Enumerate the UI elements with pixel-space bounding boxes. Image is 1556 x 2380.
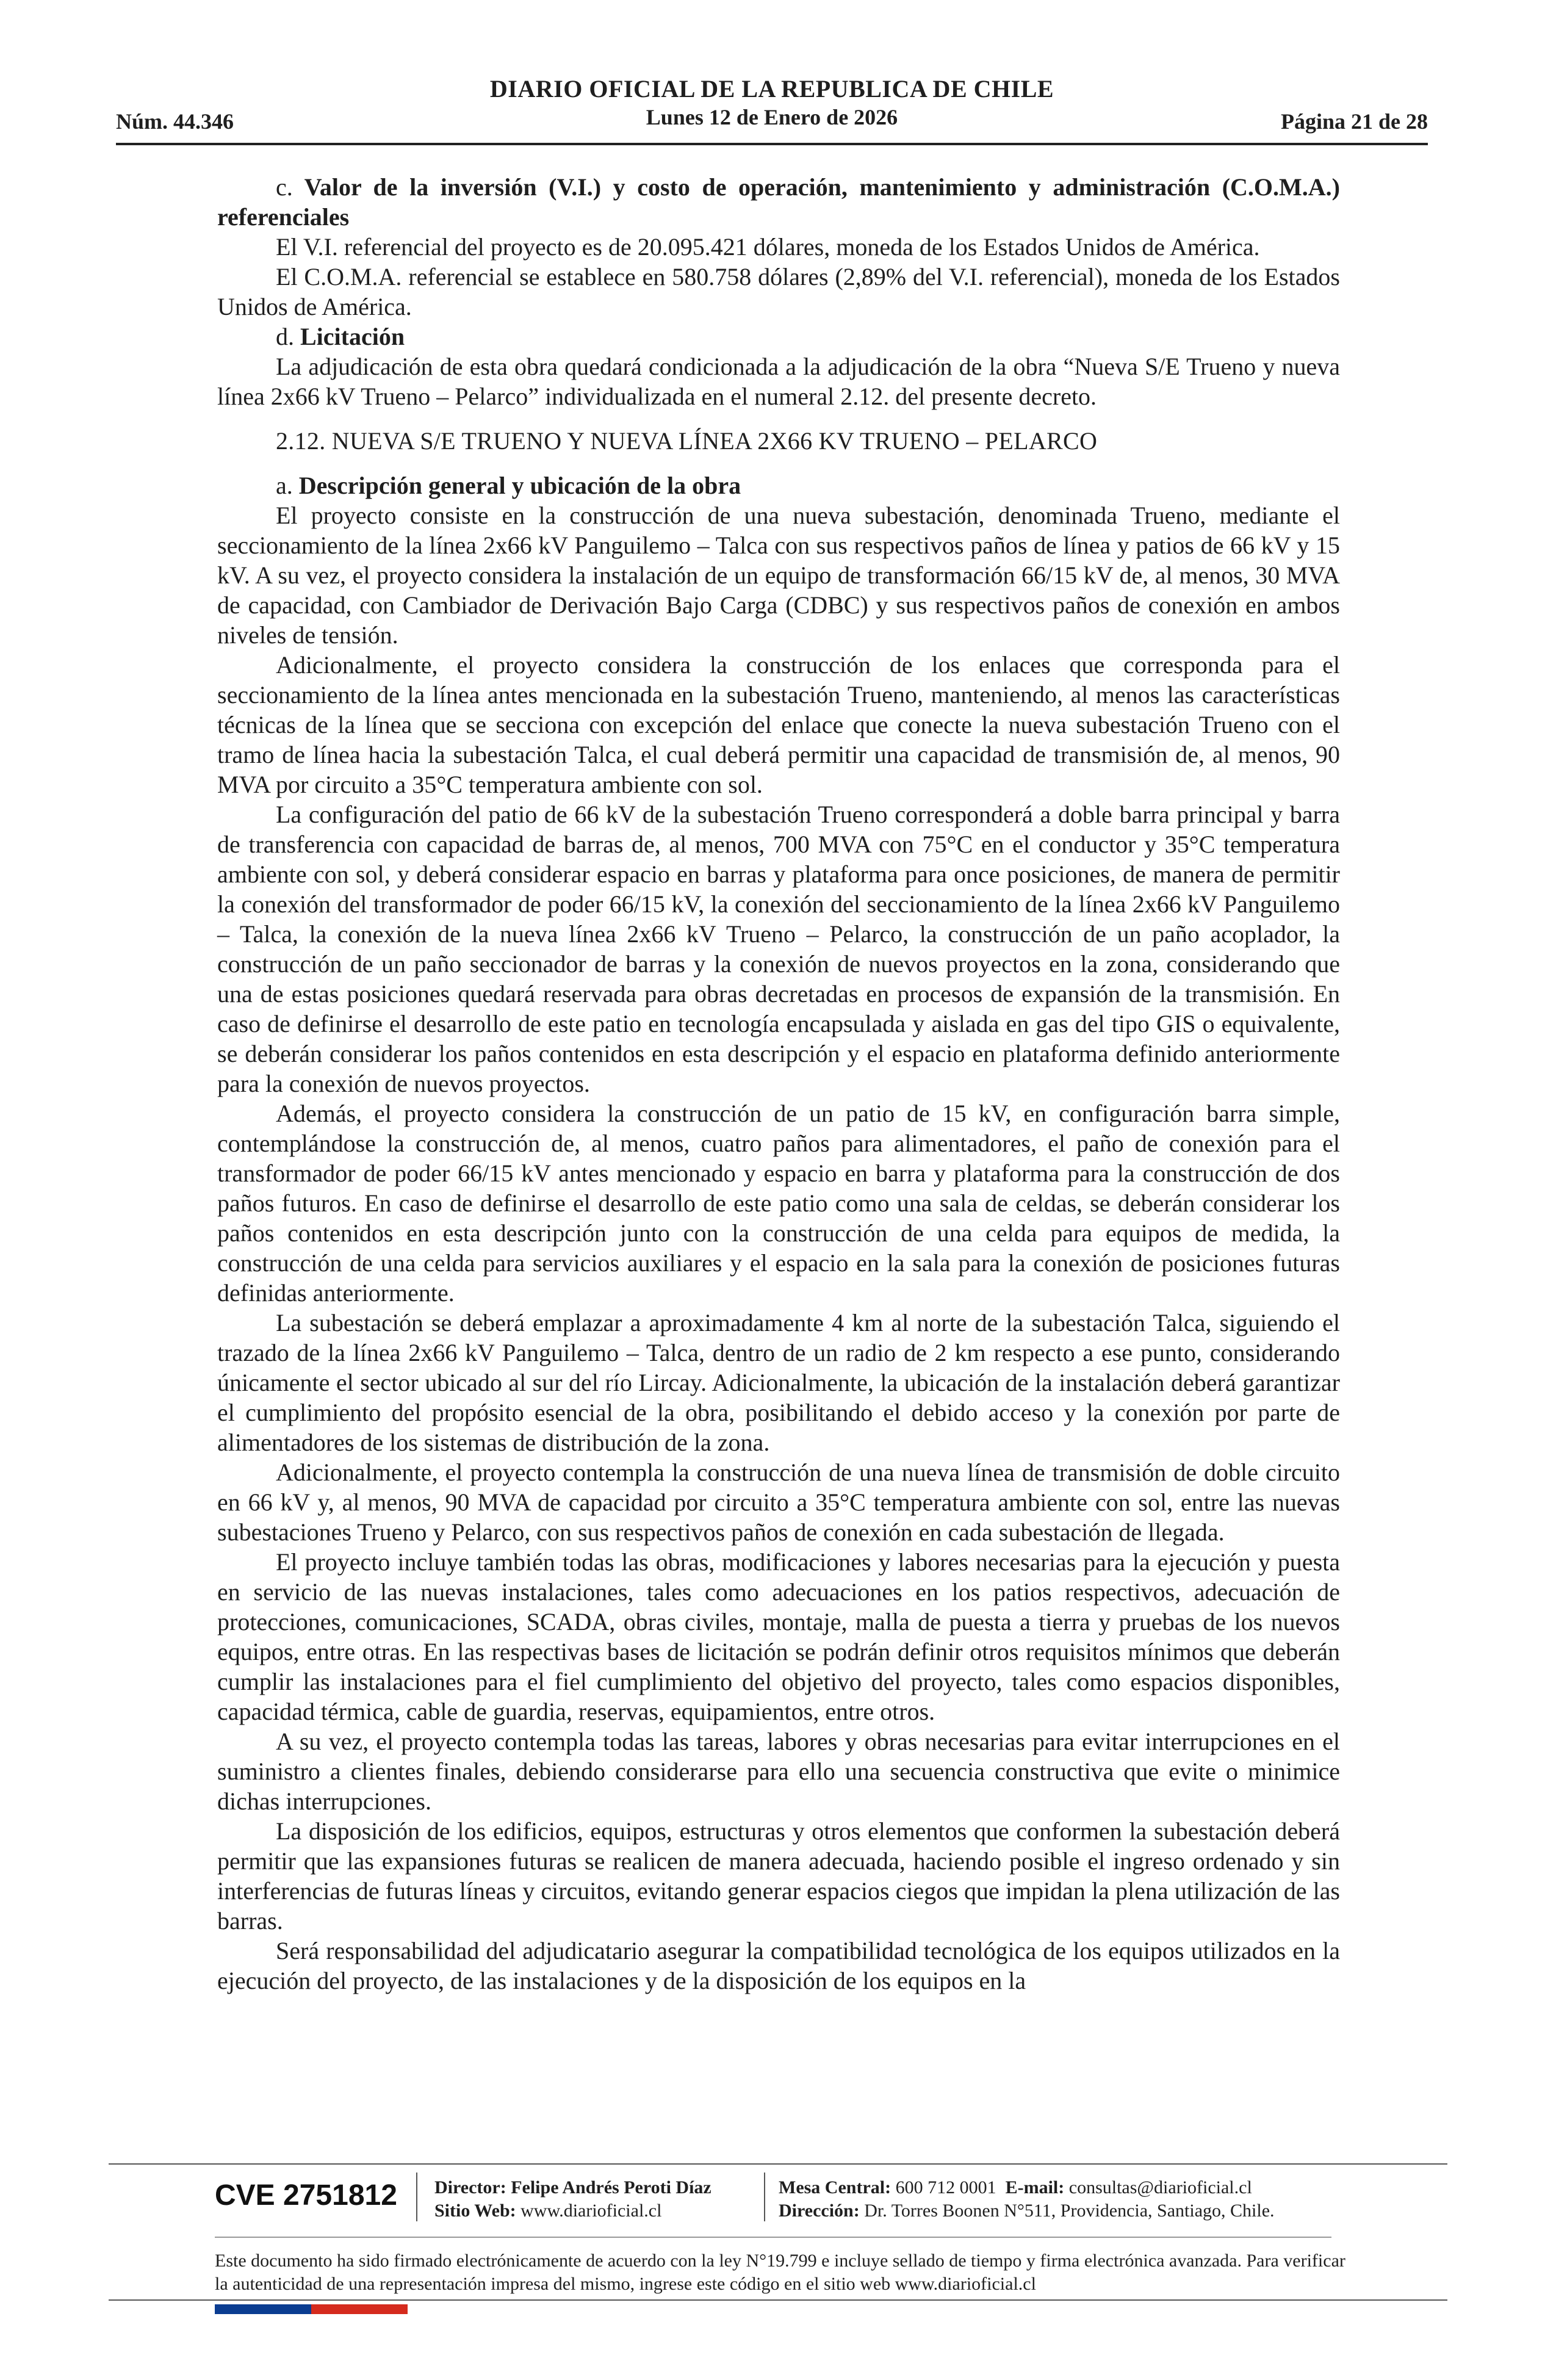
footer-divider xyxy=(109,2163,1447,2165)
paragraph: El C.O.M.A. referencial se establece en 580.758 dólares (2,89% del V.I. referencial), moneda de los Estados Unidos de América. xyxy=(217,263,1340,320)
cve-code: CVE 2751812 xyxy=(215,2179,397,2212)
paragraph: Además, el proyecto considera la construcción de un patio de 15 kV, en configuración barra simple, contemplándose la construcción de, al menos, cuatro paños para alimentadores, el paño de conexión para el transformador de poder 66/15 kV antes mencionado y espacio en barra y plataforma para la construcción de dos paños futuros. En caso de definirse el desarrollo de este patio como una sala de celdas, se deberán considerar los paños contenidos en esta descripción junto con la construcción de una celda para equipos de medida, la construcción de una celda para servicios auxiliares y el espacio en la sala para la conexión de posiciones futuras definidas anteriormente. xyxy=(217,1100,1340,1307)
masthead xyxy=(116,74,1428,130)
contact-info xyxy=(779,2176,1275,2223)
heading-c-text: Valor de la inversión (V.I.) y costo de operación, mantenimiento y administración (C.O.M.A.) referenciales xyxy=(217,173,1341,231)
heading-d-marker: d. xyxy=(276,323,294,350)
paragraph: A su vez, el proyecto contempla todas las tareas, labores y obras necesarias para evitar interrupciones en el suministro a clientes finales, debiendo considerarse para ello una secuencia constructiva que evite o minimice dichas interrupciones. xyxy=(217,1728,1340,1815)
flag-blue xyxy=(215,2304,311,2314)
paragraph: Adicionalmente, el proyecto contempla la construcción de una nueva línea de transmisión de doble circuito en 66 kV y, al menos, 90 MVA de capacidad por circuito a 35°C temperatura ambiente con sol, entre las nuevas subestaciones Trueno y Pelarco, con sus respectivos paños de conexión en cada subestación de llegada. xyxy=(217,1459,1340,1546)
paragraph: El proyecto incluye también todas las obras, modificaciones y labores necesarias para la ejecución y puesta en servicio de las nuevas instalaciones, tales como adecuaciones en los patios respectivos, adecuación de protecciones, comunicaciones, SCADA, obras civiles, montaje, malla de puesta a tierra y pruebas de los nuevos equipos, entre otras. En las respectivas bases de licitación se podrán definir otros requisitos mínimos que deberán cumplir las instalaciones para el fiel cumplimiento del objetivo del proyecto, tales como espacios disponibles, capacidad térmica, cable de guardia, reservas, equipamientos, entre otros. xyxy=(217,1548,1340,1725)
footer-separator xyxy=(764,2173,765,2221)
page-number: Página 21 de 28 xyxy=(1280,109,1428,134)
header-divider xyxy=(116,143,1428,145)
heading-c xyxy=(217,172,1340,232)
paragraph: La adjudicación de esta obra quedará condicionada a la adjudicación de la obra “Nueva S/E Trueno y nueva línea 2x66 kV Trueno – Pelarco” individualizada en el numeral 2.12. del presente decreto. xyxy=(217,353,1340,410)
website-line xyxy=(434,2199,711,2223)
email-label: E-mail: xyxy=(1005,2177,1065,2198)
footer-separator xyxy=(416,2173,417,2221)
paragraph: La configuración del patio de 66 kV de la subestación Trueno corresponderá a doble barra principal y barra de transferencia con capacidad de barras de, al menos, 700 MVA con 75°C en el conductor y 35°C temperatura ambiente con sol, y deberá considerar espacio en barras y plataforma para once posiciones, de manera de permitir la conexión del transformador de poder 66/15 kV, la conexión del seccionamiento de la línea 2x66 kV Panguilemo – Talca, la conexión de la nueva línea 2x66 kV Trueno – Pelarco, la construcción de un paño acoplador, la construcción de un paño seccionador de barras y la conexión de nuevos proyectos en la zona, considerando que una de estas posiciones quedará reservada para obras decretadas en procesos de expansión de la transmisión. En caso de definirse el desarrollo de este patio en tecnología encapsulada y aislada en gas del tipo GIS o equivalente, se deberán considerar los paños contenidos en esta descripción y el espacio en plataforma definido anteriormente para la conexión de nuevos proyectos. xyxy=(217,801,1340,1097)
director-name: Director: Felipe Andrés Peroti Díaz xyxy=(434,2177,711,2198)
section-title: 2.12. NUEVA S/E TRUENO Y NUEVA LÍNEA 2X66 KV TRUENO – PELARCO xyxy=(276,427,1098,455)
flag-red xyxy=(311,2304,408,2314)
publication-date: Lunes 12 de Enero de 2026 xyxy=(646,105,898,129)
page-header xyxy=(116,72,1428,145)
footer-divider-inner xyxy=(215,2237,1331,2238)
phone-number: 600 712 0001 xyxy=(895,2177,996,2198)
paragraph: El proyecto consiste en la construcción de una nueva subestación, denominada Trueno, mediante el seccionamiento de la línea 2x66 kV Panguilemo – Talca con sus respectivos paños de línea y patios de 66 kV y 15 kV. A su vez, el proyecto considera la instalación de un equipo de transformación 66/15 kV de, al menos, 30 MVA de capacidad, con Cambiador de Derivación Bajo Carga (CDBC) y sus respectivos paños de conexión en ambos niveles de tensión. xyxy=(217,502,1340,649)
signature-note: Este documento ha sido firmado electrónicamente de acuerdo con la ley N°19.799 e incluye sellado de tiempo y firma electrónica avanzada. Para verificar la autenticidad de una representación impresa del mismo, ingrese este código en el sitio web www.diarioficial.cl xyxy=(215,2251,1345,2294)
website-link[interactable]: www.diarioficial.cl xyxy=(520,2201,662,2221)
publication-title: DIARIO OFICIAL DE LA REPUBLICA DE CHILE xyxy=(489,75,1054,103)
email-address[interactable]: consultas@diarioficial.cl xyxy=(1068,2177,1252,2198)
paragraph: Adicionalmente, el proyecto considera la construcción de los enlaces que corresponda para el seccionamiento de la línea antes mencionada en la subestación Trueno, manteniendo, al menos las características técnicas de la línea que se secciona con excepción del enlace que conecte la nueva subestación Trueno con el tramo de línea hacia la subestación Talca, el cual deberá permitir una capacidad de transmisión de, al menos, 90 MVA por circuito a 35°C temperatura ambiente con sol. xyxy=(217,651,1340,798)
flag-stripe xyxy=(215,2304,408,2314)
address-label: Dirección: xyxy=(779,2201,860,2221)
address-value: Dr. Torres Boonen N°511, Providencia, Santiago, Chile. xyxy=(864,2201,1275,2221)
heading-d-text: Licitación xyxy=(300,323,405,350)
phone-email-line xyxy=(779,2176,1275,2199)
paragraph: La subestación se deberá emplazar a aproximadamente 4 km al norte de la subestación Talca, siguiendo el trazado de la línea 2x66 kV Panguilemo – Talca, dentro de un radio de 2 km respecto a ese punto, considerando únicamente el sector ubicado al sur del río Lircay. Adicionalmente, la ubicación de la instalación deberá garantizar el cumplimiento del propósito esencial de la obra, posibilitando el debido acceso y la conexión por parte de alimentadores de los sistemas de distribución de la zona. xyxy=(217,1309,1340,1456)
website-label: Sitio Web: xyxy=(434,2201,516,2221)
heading-a-text: Descripción general y ubicación de la obra xyxy=(298,472,741,499)
heading-a xyxy=(217,471,1340,500)
issue-number: Núm. 44.346 xyxy=(116,109,234,134)
paragraph: Será responsabilidad del adjudicatario asegurar la compatibilidad tecnológica de los equipos utilizados en la ejecución del proyecto, de las instalaciones y de la disposición de los equipos en la xyxy=(217,1937,1340,1994)
address-line xyxy=(779,2199,1275,2223)
document-body xyxy=(217,172,1340,1996)
paragraph: El V.I. referencial del proyecto es de 20.095.421 dólares, moneda de los Estados Unidos de América. xyxy=(276,233,1260,261)
heading-d xyxy=(217,322,1340,352)
heading-c-marker: c. xyxy=(276,173,293,201)
director-info xyxy=(434,2176,711,2223)
phone-label: Mesa Central: xyxy=(779,2177,891,2198)
heading-a-marker: a. xyxy=(276,472,293,499)
paragraph: La disposición de los edificios, equipos, estructuras y otros elementos que conformen la subestación deberá permitir que las expansiones futuras se realicen de manera adecuada, haciendo posible el ingreso ordenado y sin interferencias de futuras líneas y circuitos, evitando generar espacios ciegos que impidan la plena utilización de las barras. xyxy=(217,1817,1340,1935)
footer-divider-bottom xyxy=(109,2299,1447,2301)
